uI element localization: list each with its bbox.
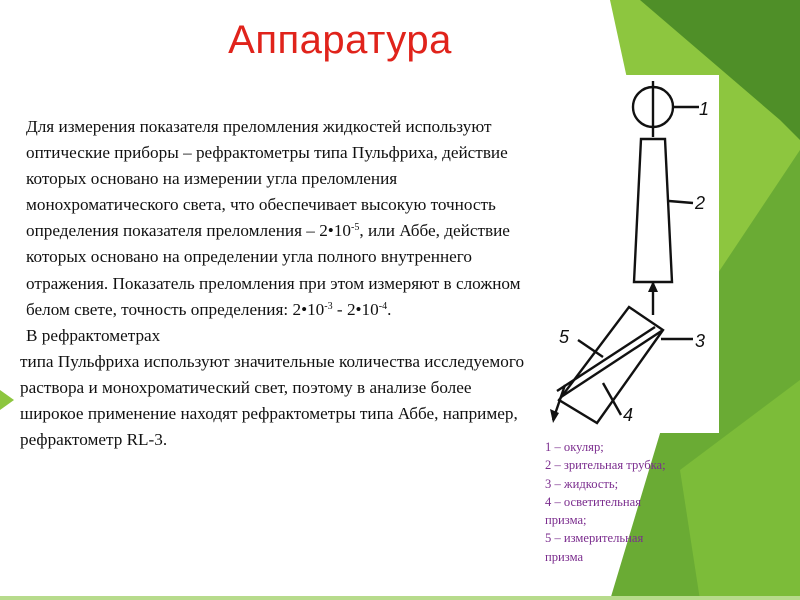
legend-line-1: 1 – окуляр; [545,440,604,454]
label-5: 5 [559,327,570,347]
legend-line-6: 5 – измерительная [545,531,644,546]
p1-exp-b: -3 [324,300,333,312]
slide-title: Аппаратура [228,18,452,62]
label-1: 1 [699,99,710,119]
body-text [20,114,525,453]
p1-exp-c: -4 [378,300,388,312]
paragraph-2-rest: типа Пульфриха используют значительные количества исследуемого раствора и монохроматический свет, поэтому в анализе более широкое применение находят рефрактометры типа Аббе, например, рефрактометр RL-3. [20,351,525,450]
refractometer-diagram [543,75,719,433]
p1-exp-a: -5 [351,222,360,234]
paragraph-1 [20,114,525,323]
p1-text-a: Для измерения показателя преломления жидкостей используют оптические приборы – рефрактометры типа Пульфриха, действие которых основано на измерении угла преломления монохроматического света, что обеспечивает высокую точность определения показателя преломления – 2•10 [26,117,508,241]
legend-line-5: призма; [545,513,587,528]
label-2: 2 [695,193,706,213]
bottom-strip [0,596,800,600]
p1-text-b: , или Аббе, действие которых основано на определении угла полного внутреннего отражения. Показатель преломления при этом измеряют в сложном белом свете, точность определения: 2•10 [26,221,521,319]
legend-line-4: 4 – осветительная [545,494,642,509]
diagram-background [543,75,719,433]
legend-line-3: 3 – жидкость; [545,476,619,491]
legend-line-7: призма [545,549,584,564]
label-3: 3 [695,331,706,351]
p1-text-d: . [387,299,392,319]
p1-text-c: - 2•10 [332,299,379,319]
legend-line-2: 2 – зрительная трубка; [545,458,666,473]
label-4: 4 [623,405,634,425]
bullet-arrow [0,390,14,410]
paragraph-2-line1: В рефрактометрах [26,325,161,345]
diagram-legend [545,438,745,566]
